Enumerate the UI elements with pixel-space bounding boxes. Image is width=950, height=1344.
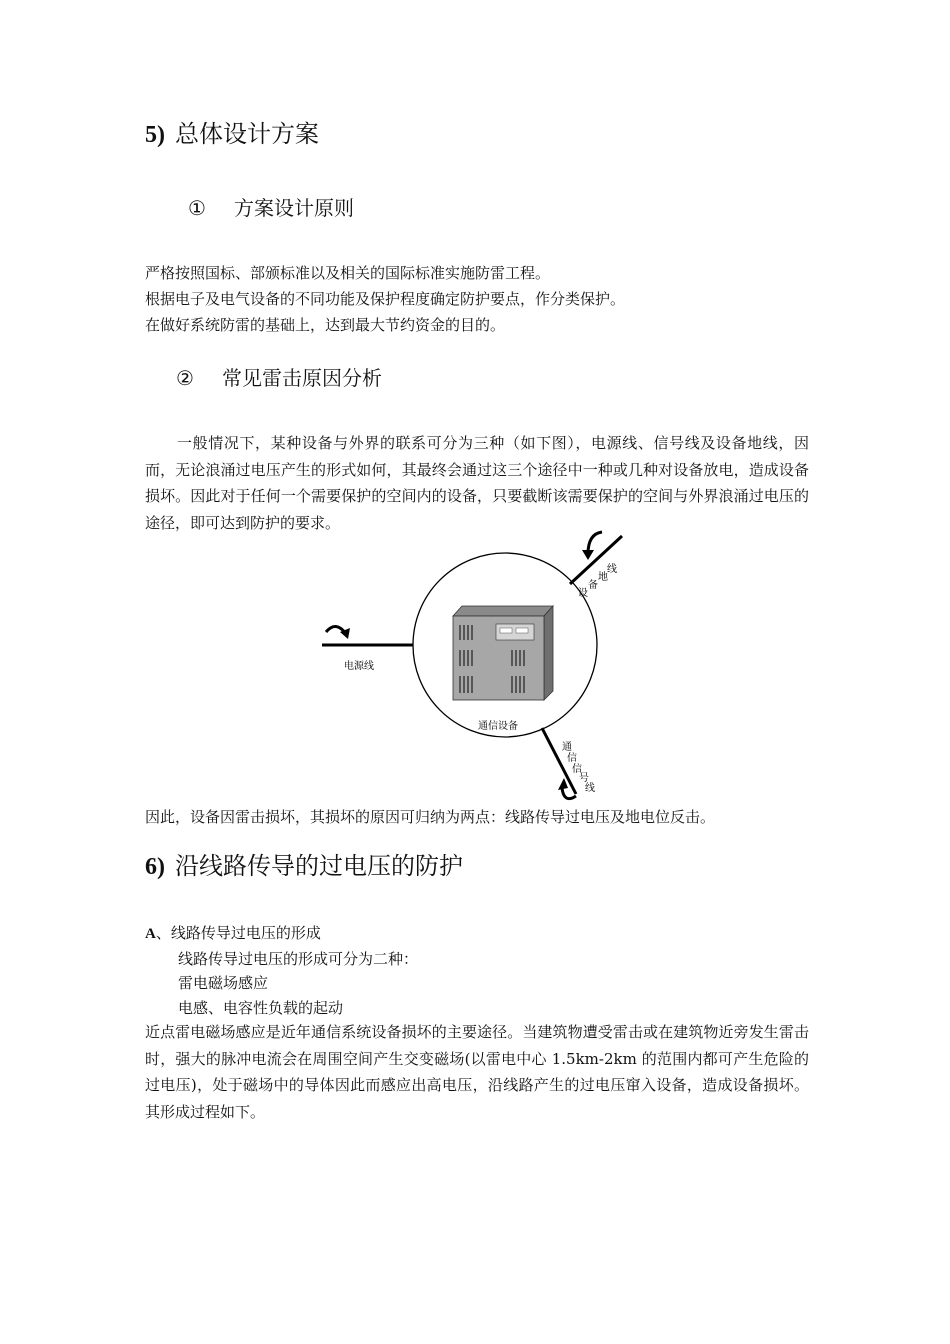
part-letter: A: [145, 926, 156, 942]
signal-line-label-char-3: 信: [572, 764, 582, 775]
section-title: 沿线路传导的过电压的防护: [175, 852, 463, 880]
principle-line-1: 严格按照国标、部颁标准以及相关的国际标准实施防雷工程。: [145, 264, 551, 282]
analysis-paragraph: 一般情况下，某种设备与外界的联系可分为三种（如下图），电源线、信号线及设备地线，因而，无论浪涌过电压产生的形式如何，其最终会通过这三个途径中一种或几种对设备放电，造成设备损坏。因此对于任何一个需要保护的空间内的设备，只要截断该需要保护的空间与外界浪涌过电压的途径，即可达到防护的要求。: [145, 434, 809, 532]
arrowhead-icon: [558, 778, 568, 790]
section-title: 总体设计方案: [175, 120, 319, 148]
equipment-label: 通信设备: [478, 721, 518, 732]
section-5-heading: [145, 118, 319, 151]
power-line-label: 电源线: [344, 661, 374, 672]
ground-line-label-char-2: 备: [588, 580, 598, 591]
section-number: 5): [145, 122, 165, 148]
subsection-1-heading: [188, 194, 354, 222]
subsection-title: 方案设计原则: [234, 196, 354, 220]
subsection-number: ①: [188, 196, 206, 220]
signal-line-label-char-1: 通: [562, 742, 572, 753]
section-6-heading: [145, 850, 463, 883]
ground-line-label-char-4: 线: [607, 564, 617, 575]
subsection-title: 常见雷击原因分析: [222, 366, 382, 390]
lightning-path-diagram: [300, 528, 640, 808]
part-a-heading: [145, 920, 321, 947]
section-number: 6): [145, 854, 165, 880]
part-heading-text: 、线路传导过电压的形成: [155, 924, 321, 942]
subsection-number: ②: [176, 366, 194, 390]
signal-line-label-char-4: 号: [579, 773, 589, 784]
arrowhead-icon: [582, 550, 594, 560]
part-a-item-2: 电感、电容性负载的起动: [178, 999, 344, 1017]
ground-line-label-char-1: 设: [578, 588, 588, 599]
principle-line-3: 在做好系统防雷的基础上，达到最大节约资金的目的。: [145, 316, 506, 334]
ground-line-label-char-3: 地: [598, 572, 608, 583]
part-a-intro: 线路传导过电压的形成可分为二种：: [178, 950, 419, 968]
part-a-item-1: 雷电磁场感应: [178, 974, 269, 992]
conclusion-line: 因此，设备因雷击损坏，其损坏的原因可归纳为两点：线路传导过电压及地电位反击。: [145, 808, 716, 826]
signal-line-label-char-2: 信: [567, 753, 577, 764]
ground-line: [570, 536, 622, 584]
subsection-2-heading: [176, 364, 382, 392]
final-paragraph: 近点雷电磁场感应是近年通信系统设备损坏的主要途径。当建筑物遭受雷击或在建筑物近旁发生雷击时，强大的脉冲电流会在周围空间产生交变磁场(以雷电中心 1.5km-2km 的范围内都可产生危险的过电压)，处于磁场中的导体因此而感应出高电压，沿线路产生的过电压窜入设备，造成设备损坏。其形成过程如下。: [145, 1023, 809, 1121]
principle-line-2: 根据电子及电气设备的不同功能及保护程度确定防护要点，作分类保护。: [145, 290, 626, 308]
signal-line-label-char-5: 线: [585, 783, 595, 794]
communication-equipment-cabinet: [453, 606, 553, 700]
